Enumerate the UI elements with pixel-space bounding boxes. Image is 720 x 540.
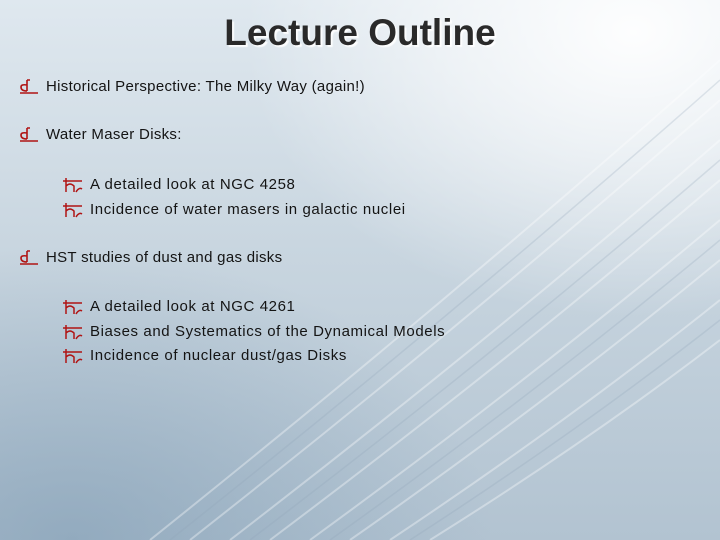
h-stroke-glyph-icon bbox=[62, 177, 84, 193]
outline-item-text: Water Maser Disks: bbox=[46, 126, 182, 143]
outline-subitem-text: Biases and Systematics of the Dynamical Models bbox=[90, 323, 446, 340]
outline-subitem-ngc4261 bbox=[62, 298, 296, 315]
outline-subitem-dust-gas bbox=[62, 347, 347, 364]
d-stroke-glyph-icon bbox=[18, 127, 40, 143]
h-stroke-glyph-icon bbox=[62, 348, 84, 364]
outline-item-text: Historical Perspective: The Milky Way (again!) bbox=[46, 78, 365, 95]
outline-item-milky-way bbox=[18, 78, 365, 95]
outline-subitem-water-masers bbox=[62, 201, 406, 218]
outline-subitem-biases bbox=[62, 323, 445, 340]
outline-subitem-ngc4258 bbox=[62, 176, 296, 193]
outline-subitem-text: Incidence of water masers in galactic nuclei bbox=[90, 201, 406, 218]
h-stroke-glyph-icon bbox=[62, 324, 84, 340]
h-stroke-glyph-icon bbox=[62, 202, 84, 218]
d-stroke-glyph-icon bbox=[18, 79, 40, 95]
outline-item-water-maser bbox=[18, 126, 182, 143]
outline-item-hst-studies bbox=[18, 249, 282, 266]
d-stroke-glyph-icon bbox=[18, 250, 40, 266]
outline-subitem-text: Incidence of nuclear dust/gas Disks bbox=[90, 347, 347, 364]
outline-item-text: HST studies of dust and gas disks bbox=[46, 249, 283, 266]
outline-subitem-text: A detailed look at NGC 4261 bbox=[90, 298, 296, 315]
h-stroke-glyph-icon bbox=[62, 299, 84, 315]
slide-title: Lecture Outline bbox=[224, 12, 496, 53]
outline-subitem-text: A detailed look at NGC 4258 bbox=[90, 176, 296, 193]
